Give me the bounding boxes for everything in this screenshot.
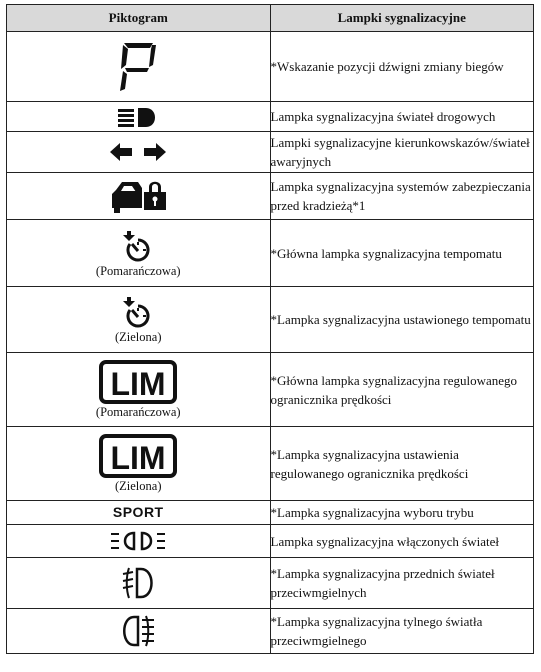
rear-fog-light-icon bbox=[120, 614, 156, 648]
row-description: *Lampka sygnalizacyjna przednich świateł przeciwmgielnych bbox=[270, 558, 534, 609]
lim-speed-limiter-icon bbox=[99, 360, 177, 404]
lim-speed-limiter-icon bbox=[99, 434, 177, 478]
table-row bbox=[7, 132, 534, 173]
car-lock-security-icon bbox=[108, 178, 168, 214]
color-label: (Zielona) bbox=[114, 479, 162, 493]
row-description: Lampka sygnalizacyjna systemów zabezpieczania przed kradzieżą*1 bbox=[270, 173, 534, 220]
row-description: Lampka sygnalizacyjna świateł drogowych bbox=[270, 102, 534, 132]
cruise-control-icon bbox=[123, 295, 153, 329]
row-description: *Główna lampka sygnalizacyjna regulowanego ogranicznika prędkości bbox=[270, 353, 534, 427]
row-description: *Lampka sygnalizacyjna tylnego światła przeciwmgielnego bbox=[270, 609, 534, 654]
front-fog-light-icon bbox=[121, 566, 155, 600]
table-row bbox=[7, 287, 534, 353]
header-lampki: Lampki sygnalizacyjne bbox=[270, 5, 534, 32]
svg-text:LIM: LIM bbox=[110, 366, 166, 402]
table-row bbox=[7, 173, 534, 220]
gear-position-p-icon bbox=[118, 41, 158, 93]
table-row bbox=[7, 353, 534, 427]
header-piktogram: Piktogram bbox=[7, 5, 271, 32]
sport-mode-icon: SPORT bbox=[112, 503, 164, 520]
row-description: *Lampka sygnalizacyjna ustawionego tempomatu bbox=[270, 287, 534, 353]
row-description: Lampka sygnalizacyjna włączonych świateł bbox=[270, 525, 534, 558]
svg-text:LIM: LIM bbox=[110, 440, 166, 476]
table-row bbox=[7, 501, 534, 525]
row-description: *Lampka sygnalizacyjna ustawienia regulowanego ogranicznika prędkości bbox=[270, 427, 534, 501]
turn-signal-arrows-icon bbox=[110, 143, 166, 161]
table-header-row bbox=[7, 5, 534, 32]
color-label: (Zielona) bbox=[114, 330, 162, 344]
table-row bbox=[7, 102, 534, 132]
table-row bbox=[7, 427, 534, 501]
table-row bbox=[7, 609, 534, 654]
row-description: *Lampka sygnalizacyjna wyboru trybu bbox=[270, 501, 534, 525]
pictogram-table bbox=[6, 4, 534, 654]
row-description: Lampki sygnalizacyjne kierunkowskazów/świateł awaryjnych bbox=[270, 132, 534, 173]
table-row bbox=[7, 525, 534, 558]
table-row bbox=[7, 220, 534, 287]
color-label: (Pomarańczowa) bbox=[95, 263, 181, 278]
cruise-control-icon bbox=[123, 229, 153, 263]
color-label: (Pomarańczowa) bbox=[95, 405, 181, 419]
table-row bbox=[7, 558, 534, 609]
high-beam-icon bbox=[116, 106, 160, 128]
position-lights-icon bbox=[110, 531, 166, 551]
row-description: *Wskazanie pozycji dźwigni zmiany biegów bbox=[270, 32, 534, 102]
table-row bbox=[7, 32, 534, 102]
row-description: *Główna lampka sygnalizacyjna tempomatu bbox=[270, 220, 534, 287]
